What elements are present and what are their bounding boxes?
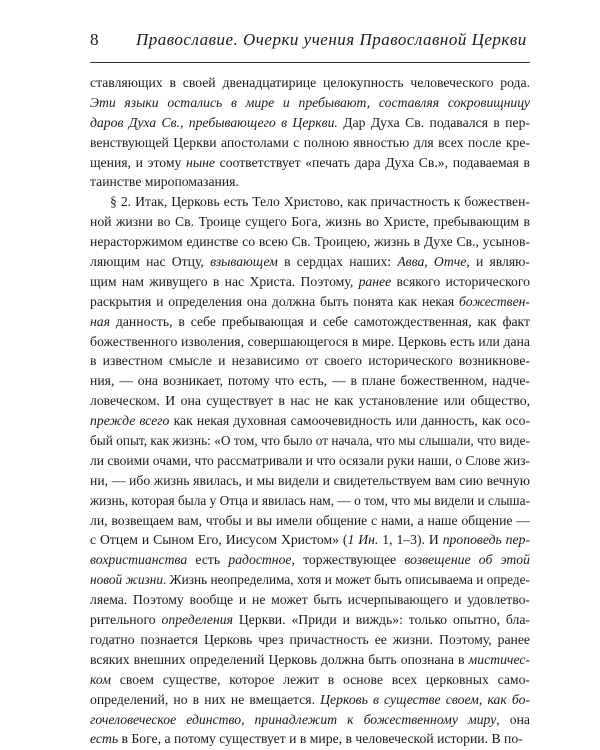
text-run: венствующей Церкви апостолами с полною явностью для всех после кре- — [90, 134, 530, 150]
italic-text-run: ранее — [358, 273, 392, 289]
text-run: ной жизни во Св. Троице сущего Бога, жизнь во Христе, пребывающим в — [90, 214, 530, 230]
text-run: всяких внешних определений Церковь должна быть опознана в — [90, 651, 469, 667]
italic-text-run: ная — [90, 313, 110, 329]
text-run: Церкви. «Приди и виждь»: только опытно, бла- — [232, 612, 530, 628]
text-run: как некая духовная самоочевидность или данность, как осо- — [169, 413, 530, 429]
text-line — [90, 530, 530, 550]
text-line — [90, 491, 530, 511]
italic-text-run: даров Духа Св., пребывающего в Церкви. — [90, 114, 338, 130]
text-run: жизнь, которая была у Отца и явилась нам, — о том, что мы видели и слыша- — [90, 492, 530, 508]
text-line — [90, 73, 530, 93]
italic-text-run: Церковь в существе своем, как бо- — [320, 691, 530, 707]
italic-text-run: вохристианства — [90, 552, 188, 568]
page-number: 8 — [90, 30, 99, 49]
italic-text-run: гочеловеческое единство, принадлежит к божественному миру — [90, 711, 497, 727]
italic-text-run: радостное — [228, 552, 292, 568]
italic-text-run: есть — [90, 731, 119, 747]
text-run: таинстве миропомазания. — [90, 174, 239, 190]
text-line — [90, 431, 530, 451]
text-run: в сердцах наших: — [277, 254, 398, 270]
italic-text-run: возвещение об этой — [404, 552, 530, 568]
text-run: есть — [187, 552, 229, 568]
text-run: всякого исторического — [391, 273, 530, 289]
text-run: божественного изволения, совершающегося в мире. Церковь есть или дана — [90, 333, 530, 349]
text-run: , торжествующее — [291, 552, 405, 568]
italic-text-run: божествен- — [459, 293, 530, 309]
text-line — [90, 411, 530, 431]
text-line — [90, 590, 530, 610]
text-run: в известном смысле и независимо от своего исторического возникнове- — [90, 353, 530, 369]
text-run: ли своими очами, что рассматривали и что осязали руки наши, о Слове жиз- — [90, 452, 530, 468]
text-line — [90, 371, 530, 391]
italic-text-run: новой жизни — [90, 572, 163, 588]
text-line — [90, 272, 530, 292]
text-line — [90, 113, 530, 133]
text-line — [90, 729, 530, 749]
body-text — [90, 73, 530, 749]
text-line — [90, 690, 530, 710]
text-run: своем существе, которое лежит в основе всех церковных само- — [110, 671, 530, 687]
running-title: Православие. Очерки учения Православной Церкви — [136, 30, 527, 49]
text-line — [90, 332, 530, 352]
text-line — [90, 312, 530, 332]
text-line — [90, 471, 530, 491]
text-line — [90, 232, 530, 252]
text-run: раскрытия и определения она должна быть понята как некая — [90, 293, 460, 309]
text-run: ли, возвещаем вам, чтобы и вы имели общение с нами, а наше общение — — [90, 512, 530, 528]
italic-text-run: 1 Ин. — [347, 532, 379, 548]
text-run: определений, но в них не вмещается. — [90, 691, 321, 707]
running-header — [90, 30, 530, 52]
italic-text-run: определения — [161, 612, 233, 628]
text-run: ловеческом. И она существует в нас не как установление или общество, — [90, 393, 530, 409]
text-line — [90, 670, 530, 690]
text-line — [90, 212, 530, 232]
text-run: , она — [496, 711, 530, 727]
text-run: щения, и этому — [90, 154, 187, 170]
text-line — [90, 153, 530, 173]
text-line — [90, 391, 530, 411]
text-line — [90, 133, 530, 153]
text-line — [90, 610, 530, 630]
text-run: 1, 1–3). И — [378, 532, 443, 548]
italic-text-run: взывающем — [210, 254, 278, 270]
italic-text-run: ныне — [186, 154, 215, 170]
text-run: ставляющих в своей двенадцатирице целокупность человеческого рода. — [90, 75, 530, 90]
italic-text-run: проповедь пер- — [442, 532, 530, 548]
text-run: соответствует «печать дара Духа Св.», подаваемая в — [214, 154, 530, 170]
text-line — [90, 550, 530, 570]
text-run: нерасторжимом единстве со всею Св. Троицею, жизнь в Духе Св., усынов- — [90, 234, 530, 250]
text-run: . Жизнь неопределима, хотя и может быть описываема и опреде- — [162, 572, 530, 588]
text-run: Дар Духа Св. подавался в пер- — [337, 114, 530, 130]
text-run: ния, — она возникает, потому что есть, — в плане божественном, надче- — [90, 373, 530, 389]
text-run: годатно познается Церковь чрез причастность ее жизни. Поэтому, ранее — [90, 631, 530, 647]
text-run: в Боге, а потому существует и в мире, в человеческой истории. В по- — [118, 731, 523, 747]
italic-text-run: мистичес- — [468, 651, 530, 667]
text-line — [90, 570, 530, 590]
text-run: ляющим нас Отцу, — [90, 254, 211, 270]
text-line — [90, 650, 530, 670]
header-rule — [90, 62, 530, 63]
text-line — [90, 630, 530, 650]
text-run: § 2. Итак, Церковь есть Тело Христово, как причастность к божествен- — [110, 194, 530, 210]
text-line — [90, 172, 530, 192]
text-run: с Отцем и Сыном Его, Иисусом Христом» ( — [90, 532, 348, 548]
text-run: ляема. Поэтому вообще и не может быть исчерпывающего и удовлетво- — [90, 592, 530, 608]
text-run: рительного — [90, 612, 162, 628]
text-run: щим нам живущего в нас Христа. Поэтому, — [90, 273, 359, 289]
text-run: данность, в себе пребывающая и себе самотождественная, как факт — [110, 313, 530, 329]
text-run: бый опыт, как жизнь: «О том, что было от начала, что мы слышали, что виде- — [90, 433, 530, 449]
text-line — [90, 351, 530, 371]
text-line — [90, 511, 530, 531]
text-line — [90, 192, 530, 212]
italic-text-run: прежде всего — [90, 413, 170, 429]
text-run: ни, — ибо жизнь явилась, и мы видели и свидетельствуем вам сию вечную — [90, 472, 530, 488]
italic-text-run: Эти языки остались в мире и пребывают, составляя сокровищницу — [90, 94, 530, 110]
text-line — [90, 93, 530, 113]
italic-text-run: ком — [90, 671, 111, 687]
text-run: , и являю- — [466, 254, 530, 270]
text-line — [90, 252, 530, 272]
text-line — [90, 292, 530, 312]
italic-text-run: Авва, Отче — [397, 254, 467, 270]
text-line — [90, 451, 530, 471]
text-line — [90, 710, 530, 730]
